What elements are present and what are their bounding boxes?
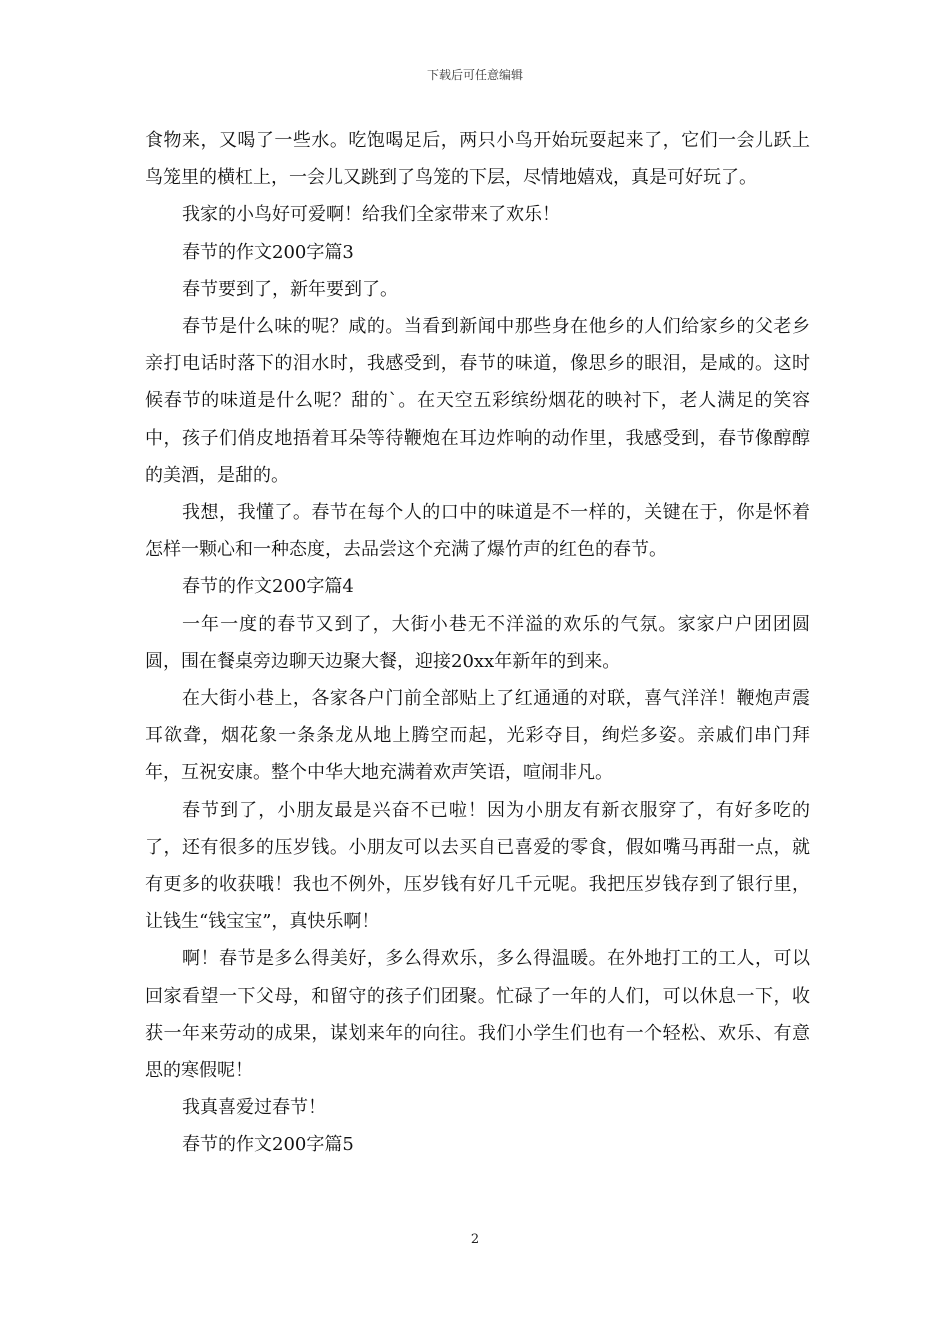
section-heading: 春节的作文200字篇5 — [182, 1134, 354, 1156]
paragraph: 一年一度的春节又到了，大街小巷无不洋溢的欢乐的气氛。家家户户团团圆圆，围在餐桌旁边聊天边聚大餐，迎接20xx年新年的到来。 — [145, 613, 810, 672]
section-heading: 春节的作文200字篇3 — [182, 241, 354, 263]
paragraph: 春节是什么味的呢？咸的。当看到新闻中那些身在他乡的人们给家乡的父老乡亲打电话时落下的泪水时，我感受到，春节的味道，像思乡的眼泪，是咸的。这时候春节的味道是什么呢？甜的`。在天空五彩缤纷烟花的映衬下，老人满足的笑容中，孩子们俏皮地捂着耳朵等待鞭炮在耳边炸响的动作里，我感受到，春节像醇醇的美酒，是甜的。 — [145, 316, 810, 486]
paragraph: 春节要到了，新年要到了。 — [182, 278, 398, 300]
paragraph: 食物来，又喝了一些水。吃饱喝足后，两只小鸟开始玩耍起来了，它们一会儿跃上鸟笼里的横杠上，一会儿又跳到了鸟笼的下层，尽情地嬉戏，真是可好玩了。 — [145, 130, 810, 189]
page-header: 下载后可任意编辑 — [426, 68, 523, 82]
document-body — [145, 122, 810, 1164]
paragraph: 春节到了，小朋友最是兴奋不已啦！因为小朋友有新衣服穿了，有好多吃的了，还有很多的压岁钱。小朋友可以去买自已喜爱的零食，假如嘴马再甜一点，就有更多的收获哦！我也不例外，压岁钱有好几千元呢。我把压岁钱存到了银行里，让钱生“钱宝宝”，真快乐啊！ — [145, 799, 810, 933]
page-number: 2 — [470, 1232, 480, 1247]
paragraph: 我想，我懂了。春节在每个人的口中的味道是不一样的，关键在于，你是怀着怎样一颗心和一种态度，去品尝这个充满了爆竹声的红色的春节。 — [145, 502, 810, 561]
paragraph: 在大街小巷上，各家各户门前全部贴上了红通通的对联，喜气洋洋！鞭炮声震耳欲聋，烟花象一条条龙从地上腾空而起，光彩夺目，绚烂多姿。亲戚们串门拜年，互祝安康。整个中华大地充满着欢声笑语，喧闹非凡。 — [145, 688, 810, 784]
paragraph: 我家的小鸟好可爱啊！给我们全家带来了欢乐！ — [182, 204, 560, 226]
paragraph: 啊！春节是多么得美好，多么得欢乐，多么得温暖。在外地打工的工人，可以回家看望一下父母，和留守的孩子们团聚。忙碌了一年的人们，可以休息一下，收获一年来劳动的成果，谋划来年的向往。我们小学生们也有一个轻松、欢乐、有意思的寒假呢！ — [145, 948, 810, 1082]
paragraph: 我真喜爱过春节！ — [182, 1097, 326, 1119]
section-heading: 春节的作文200字篇4 — [182, 576, 354, 598]
